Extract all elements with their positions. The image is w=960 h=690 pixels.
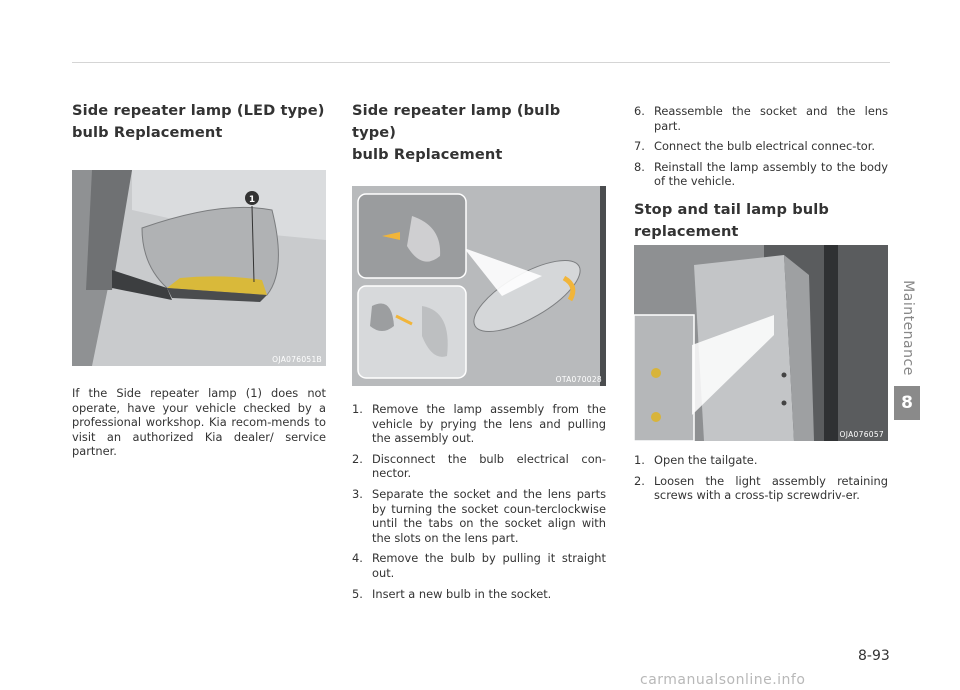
list-item [352,587,606,602]
section3-steps [634,104,888,189]
step-number: 6. [634,104,645,118]
figure-side-mirror [72,170,326,366]
step-number: 1. [634,452,645,467]
figure-id-label: OJA076057 [839,429,884,439]
chapter-badge: 8 [894,386,920,420]
step-text: Separate the socket and the lens parts by turning the socket coun-terclockwise until the tabs on the socket align with the slots on the lens part. [372,486,606,545]
list-item [634,139,888,154]
step-text: Remove the bulb by pulling it straight out. [372,551,606,580]
step-number: 7. [634,139,645,154]
step-number: 3. [352,486,363,501]
step-number: 2. [634,473,645,488]
list-item [352,452,606,481]
figure-tail-lamp [634,245,888,441]
step-text: Loosen the light assembly retaining screws with a cross-tip screwdriv-er. [654,473,888,503]
watermark: carmanualsonline.info [640,672,806,688]
step-number: 4. [352,551,363,566]
step-text: Reinstall the lamp assembly to the body of the vehicle. [654,159,888,189]
step-text: Insert a new bulb in the socket. [372,586,552,601]
side-mirror-illustration [72,170,326,366]
step-text: Reassemble the socket and the lens part. [654,104,888,133]
list-item [634,160,888,189]
column-right [634,104,888,509]
section1-heading-line1: Side repeater lamp (LED type) [72,102,325,119]
figure-side-repeater [352,186,606,386]
column-left [72,100,326,459]
page-number: 8-93 [858,648,890,664]
list-item [352,551,606,580]
step-text: Connect the bulb electrical connec-tor. [654,139,876,154]
list-item [352,487,606,545]
column-middle [352,100,606,607]
section1-paragraph: If the Side repeater lamp (1) does not operate, have your vehicle checked by a professional workshop. Kia recom-mends to visit an authorized Kia dealer/ service partner. [72,386,326,459]
list-item [634,104,888,133]
callout-number-1: 1 [248,195,256,205]
section3-heading-line1: Stop and tail lamp bulb [634,200,829,218]
top-rule [72,62,890,63]
section-tab [896,280,918,382]
section1-heading-line2: bulb Replacement [72,124,223,141]
section3-steps-2 [634,453,888,503]
step-text: Open the tailgate. [654,452,758,467]
step-number: 5. [352,586,363,601]
step-text: Remove the lamp assembly from the vehicle by prying the lens and pulling the assembly out. [372,402,606,446]
figure-id-label: OJA076051B [272,355,322,364]
section2-heading-line1: Side repeater lamp (bulb type) [352,102,561,141]
list-item [352,402,606,446]
step-text: Disconnect the bulb electrical con-nector. [372,451,606,481]
side-repeater-illustration [352,186,606,386]
step-number: 8. [634,159,645,174]
section2-steps [352,402,606,601]
section-label: Maintenance [900,280,916,376]
figure-id-label: OTA070028 [555,375,602,384]
step-number: 1. [352,402,363,416]
section3-heading-line2: replacement [634,222,739,240]
step-number: 2. [352,451,363,466]
list-item [634,453,888,468]
list-item [634,474,888,503]
tail-lamp-illustration [634,245,888,441]
section2-heading-line2: bulb Replacement [352,146,503,163]
